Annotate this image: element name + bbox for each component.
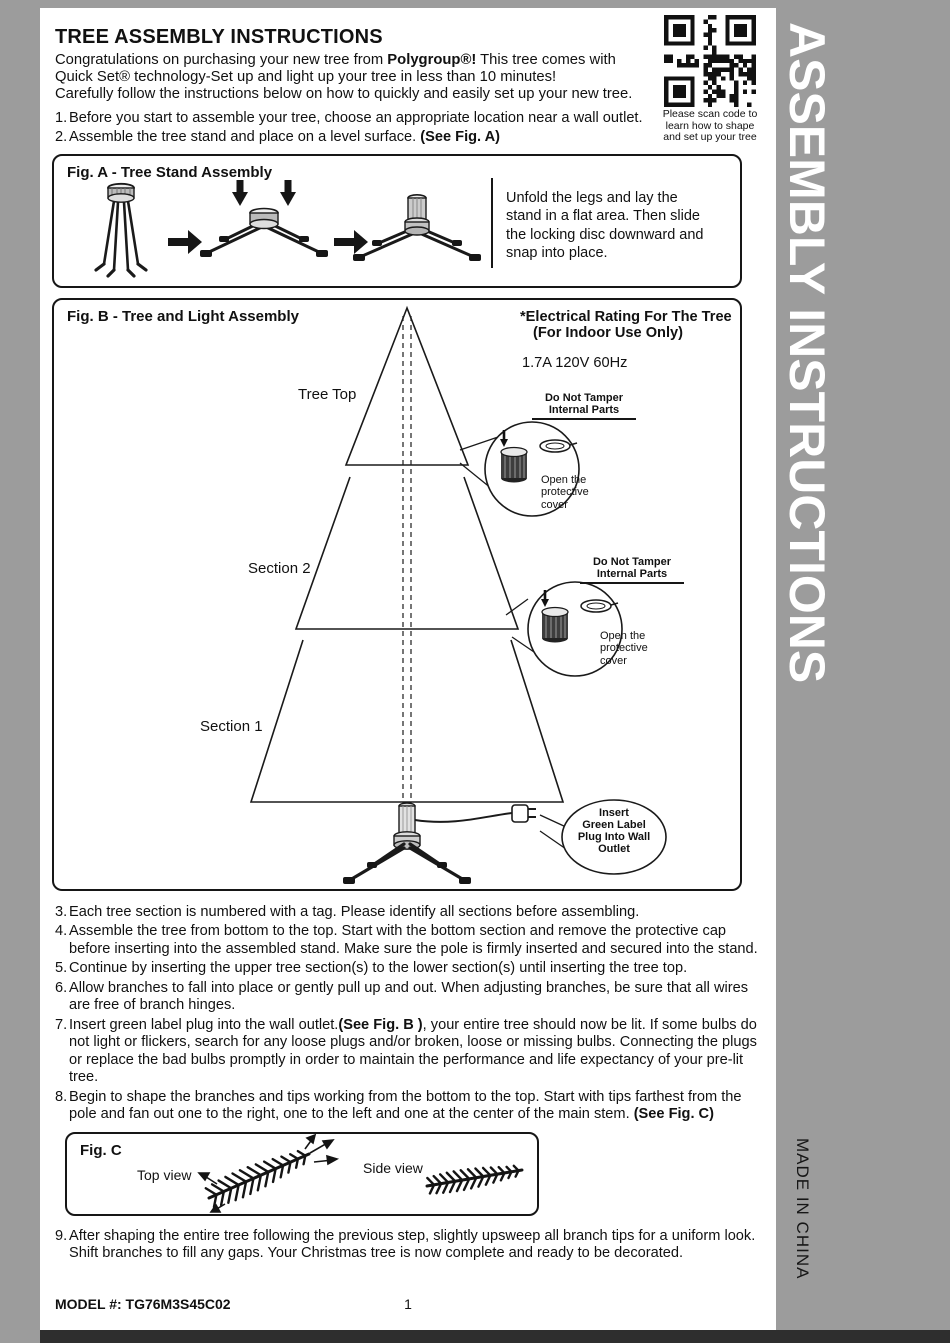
open-cover-note-upper: Open the protective cover (541, 473, 589, 511)
figure-a-title: Fig. A - Tree Stand Assembly (67, 163, 273, 181)
open-cover-note-lower: Open the protective cover (600, 629, 648, 667)
section-2-label: Section 2 (248, 559, 311, 577)
step-text: Assemble the tree from bottom to the top. Start with the bottom section and remove the protective cap before inserting into the assembled stand. Make sure the pole is firmly inserted and secured into the stand. (69, 923, 758, 957)
step-text: Each tree section is numbered with a tag. Please identify all sections before assembling. (69, 903, 640, 920)
figure-a-description: Unfold the legs and lay the stand in a flat area. Then slide the locking disc downward and snap into place. (506, 189, 704, 262)
do-not-tamper-label-lower: Do Not Tamper Internal Parts (580, 556, 684, 584)
section-1-label: Section 1 (200, 717, 263, 735)
qr-caption: Please scan code to learn how to shape and set up your tree (662, 108, 758, 144)
electrical-rating-value: 1.7A 120V 60Hz (522, 354, 628, 371)
step-number: 5. (55, 960, 68, 977)
made-in-china-label: MADE IN CHINA (793, 1138, 812, 1280)
brand-name: Polygroup®! (387, 52, 477, 68)
top-view-label: Top view (137, 1166, 192, 1183)
down-arrow-icon (232, 192, 248, 206)
step-text: Insert green label plug into the wall outlet.(See Fig. B ), your entire tree should now be lit. If some bulbs do not light or flickers, search for any loose plugs and/or broken, loose or missing bulbs. Connecting the plugs or replace the bad bulbs promptly in order to maintain the performance and life expectancy of your pre-lit tree. (69, 1016, 757, 1086)
power-plug (512, 805, 528, 822)
step-8 (55, 1089, 770, 1124)
figure-c (65, 1132, 539, 1216)
step-number: 4. (55, 923, 68, 940)
tree-assembly-diagram (54, 300, 740, 889)
step-4 (55, 923, 770, 958)
instruction-sheet (40, 8, 776, 1330)
side-view-label: Side view (363, 1159, 423, 1176)
tree-section-2 (296, 477, 518, 629)
electrical-rating (520, 309, 732, 372)
step-number: 9. (55, 1227, 68, 1244)
down-arrow-icon (280, 192, 296, 206)
page-footer (55, 1296, 761, 1314)
intro-line-2: Quick Set® technology-Set up and light up your tree in less than 10 minutes! (55, 69, 557, 86)
qr-code-block (658, 15, 762, 144)
step-text: Before you start to assemble your tree, choose an appropriate location near a wall outlet. (69, 109, 643, 126)
step-number: 7. (55, 1016, 68, 1033)
figure-a (52, 154, 742, 288)
step-text: Continue by inserting the upper tree section(s) to the lower section(s) until inserting the tree top. (69, 960, 688, 977)
do-not-tamper-label-upper: Do Not Tamper Internal Parts (532, 392, 636, 420)
step-6 (55, 980, 770, 1015)
step-3 (55, 904, 770, 922)
model-number: MODEL #: TG76M3S45C02 (55, 1296, 231, 1312)
step-text: Allow branches to fall into place or gently pull up and out. When adjusting branches, be sure that all wires are free of branch hinges. (69, 979, 749, 1014)
steps-3-8 (55, 904, 770, 1124)
right-arrow-icon (168, 230, 202, 254)
step-text: After shaping the entire tree following the previous step, slightly upsweep all branch tips for a uniform look. Shift branches to fill any gaps. Your Christmas tree is now complete and ready to be decorated. (69, 1227, 756, 1262)
step-9-group (55, 1228, 770, 1263)
step-number: 2. (55, 129, 68, 146)
tree-section-1 (251, 640, 563, 802)
plug-callout-text: Insert Green Label Plug Into Wall Outlet (577, 806, 651, 855)
tree-top-section (346, 308, 468, 465)
step-9 (55, 1228, 770, 1263)
step-text: Assemble the tree stand and place on a level surface. (See Fig. A) (69, 129, 501, 146)
bottom-dark-bar (40, 1330, 950, 1343)
right-arrow-icon (334, 230, 368, 254)
sidebar-band (776, 0, 950, 1330)
figure-b (52, 298, 742, 891)
page-number: 1 (404, 1296, 412, 1312)
figure-b-title: Fig. B - Tree and Light Assembly (67, 307, 299, 325)
intro-line-1: Congratulations on purchasing your new tree from Polygroup®! This tree comes with (55, 52, 616, 68)
step-5 (55, 960, 770, 978)
power-cord (415, 813, 512, 822)
step-number: 8. (55, 1088, 68, 1105)
intro-line-3: Carefully follow the instructions below on how to quickly and easily set up your new tree. (55, 86, 633, 103)
intro-paragraph (55, 52, 656, 104)
step-number: 3. (55, 903, 68, 920)
step-number: 1. (55, 109, 68, 126)
figure-c-title: Fig. C (80, 1141, 122, 1159)
tree-top-label: Tree Top (298, 385, 357, 403)
electrical-rating-heading: *Electrical Rating For The Tree (520, 308, 732, 325)
step-number: 6. (55, 979, 68, 996)
assembly-instructions-vertical-title: ASSEMBLY INSTRUCTIONS (779, 22, 835, 684)
electrical-rating-subheading: (For Indoor Use Only) (533, 325, 683, 342)
qr-code-image (664, 15, 756, 107)
step-7 (55, 1017, 770, 1087)
page-title: TREE ASSEMBLY INSTRUCTIONS (55, 26, 383, 48)
step-text: Begin to shape the branches and tips working from the bottom to the top. Start with tips farthest from the pole and fan out one to the right, one to the left and one at the center of the main stem. (See Fig. C) (69, 1088, 742, 1123)
